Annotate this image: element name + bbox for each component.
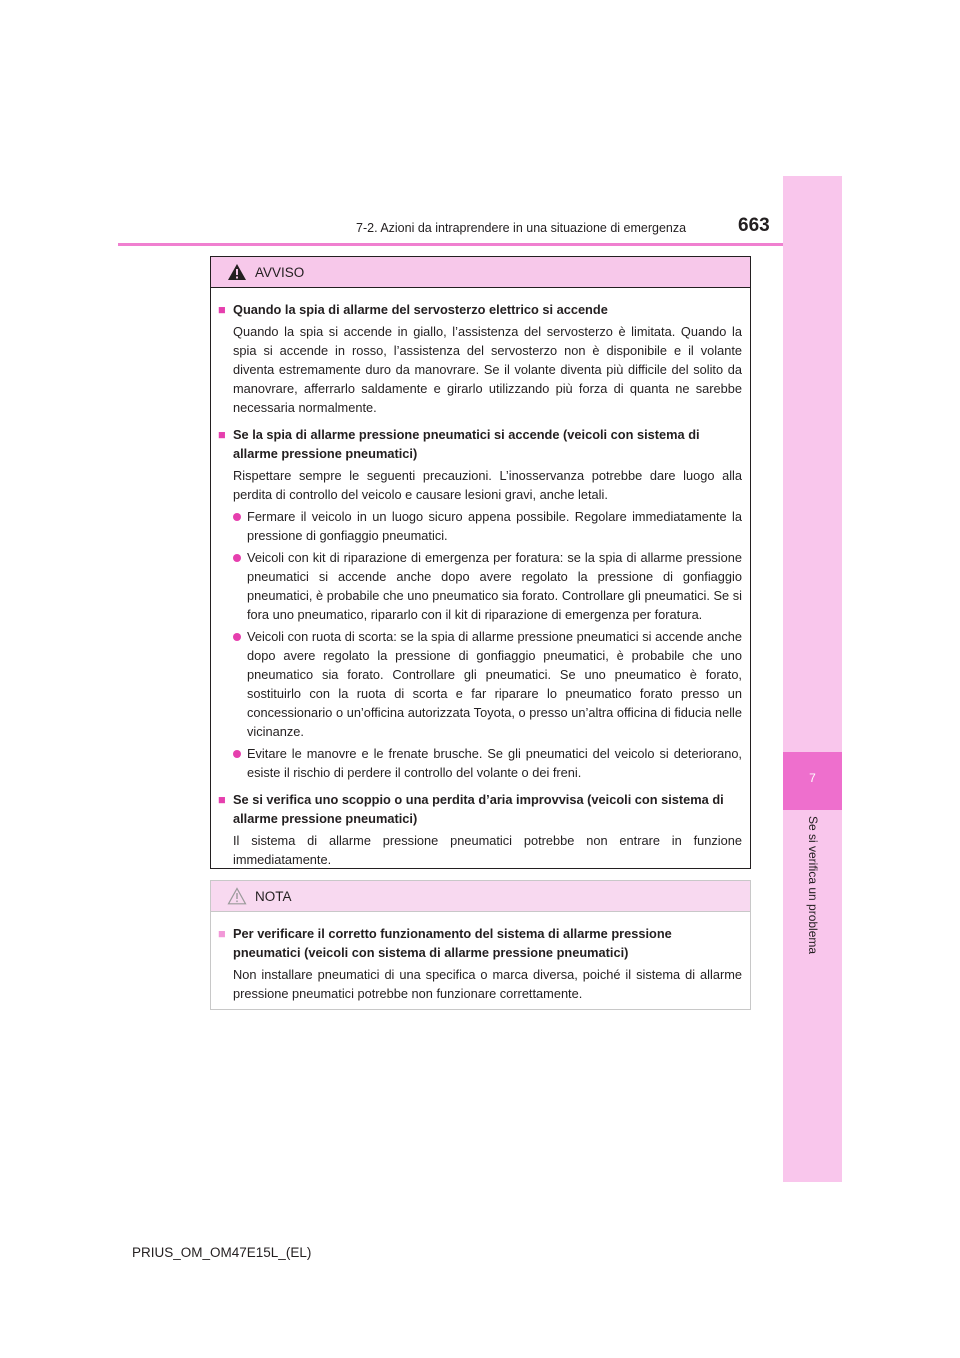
note-title: NOTA <box>255 888 292 904</box>
list-item: Veicoli con ruota di scorta: se la spia di allarme pressione pneumatici si accende anche dopo avere regolato la pressione di gonfiaggio pneumatici, è probabile che uno pneumatico sia forato. Controllare gli pneumatici. Se uno pneumatico è forato, sostituirlo con la ruota di scorta e far riparare lo pneumatico forato presso un concessionario o un’officina autorizzata Toyota, o presso un’altra officina di fiducia nelle vicinanze. <box>233 627 742 741</box>
chapter-label: Se si verifica un problema <box>806 816 820 955</box>
note-body <box>211 912 750 1003</box>
warning-icon <box>227 263 247 281</box>
warning-box <box>210 256 751 869</box>
warning-heading: ■ Se si verifica uno scoppio o una perdita d’aria improvvisa (veicoli con sistema di allarme pressione pneumatici) <box>218 792 724 826</box>
warning-header <box>211 257 750 288</box>
list-item: Evitare le manovre e le frenate brusche. Se gli pneumatici del veicolo si deteriorano, esiste il rischio di perdere il controllo del volante o dei freni. <box>233 744 742 782</box>
list-item: Veicoli con kit di riparazione di emergenza per foratura: se la spia di allarme pressione pneumatici si accende anche dopo avere regolato la pressione di gonfiaggio pneumatici, è probabile che uno pneumatico sia forato. Controllare gli pneumatici. Se si fora uno pneumatico, ripararlo con il kit di riparazione di emergenza per foratura. <box>233 548 742 624</box>
circle-bullet-icon <box>233 744 247 782</box>
header-rule <box>118 243 840 246</box>
note-heading: ■ Per verificare il corretto funzionamento del sistema di allarme pressione pneumatici (veicoli con sistema di allarme pressione pneumatici) <box>218 926 672 960</box>
warning-text: Rispettare sempre le seguenti precauzioni. L’inosservanza potrebbe dare luogo alla perdita di controllo del veicolo e causare lesioni gravi, anche letali. <box>233 468 742 502</box>
section-title: 7-2. Azioni da intraprendere in una situazione di emergenza <box>356 221 687 235</box>
square-bullet-icon: ■ <box>218 302 226 317</box>
square-bullet-icon: ■ <box>218 792 226 807</box>
page-number: 663 <box>738 215 770 236</box>
warning-heading: ■ Quando la spia di allarme del servosterzo elettrico si accende <box>218 302 608 317</box>
chapter-tab-strip <box>783 176 842 1182</box>
note-text: Non installare pneumatici di una specifica o marca diversa, poiché il sistema di allarme pressione pneumatici potrebbe non funzionare correttamente. <box>233 967 742 1001</box>
circle-bullet-icon <box>233 548 247 624</box>
circle-bullet-icon <box>233 507 247 545</box>
footer-code: PRIUS_OM_OM47E15L_(EL) <box>132 1245 312 1260</box>
square-bullet-icon: ■ <box>218 926 226 941</box>
warning-text: Il sistema di allarme pressione pneumatici potrebbe non entrare in funzione immediatamente. <box>233 833 742 867</box>
warning-body <box>211 288 750 869</box>
warning-text: Quando la spia si accende in giallo, l’assistenza del servosterzo è limitata. Quando la spia si accende in rosso, l’assistenza del servosterzo non è disponibile e il volante diventa estremamente duro da manovrare. Se il volante diventa più difficile del solito da manovrare, afferrarlo saldamente e girarlo utilizzando più forza di quanta ne sarebbe necessaria normalmente. <box>233 324 742 415</box>
warning-heading: ■ Se la spia di allarme pressione pneumatici si accende (veicoli con sistema di allarme pressione pneumatici) <box>218 427 700 461</box>
chapter-number: 7 <box>809 771 816 785</box>
list-item: Fermare il veicolo in un luogo sicuro appena possibile. Regolare immediatamente la pressione di gonfiaggio pneumatici. <box>233 507 742 545</box>
square-bullet-icon: ■ <box>218 427 226 442</box>
note-header <box>211 881 750 912</box>
circle-bullet-icon <box>233 627 247 741</box>
caution-icon <box>227 887 247 905</box>
note-box <box>210 880 751 1010</box>
warning-title: AVVISO <box>255 264 305 280</box>
